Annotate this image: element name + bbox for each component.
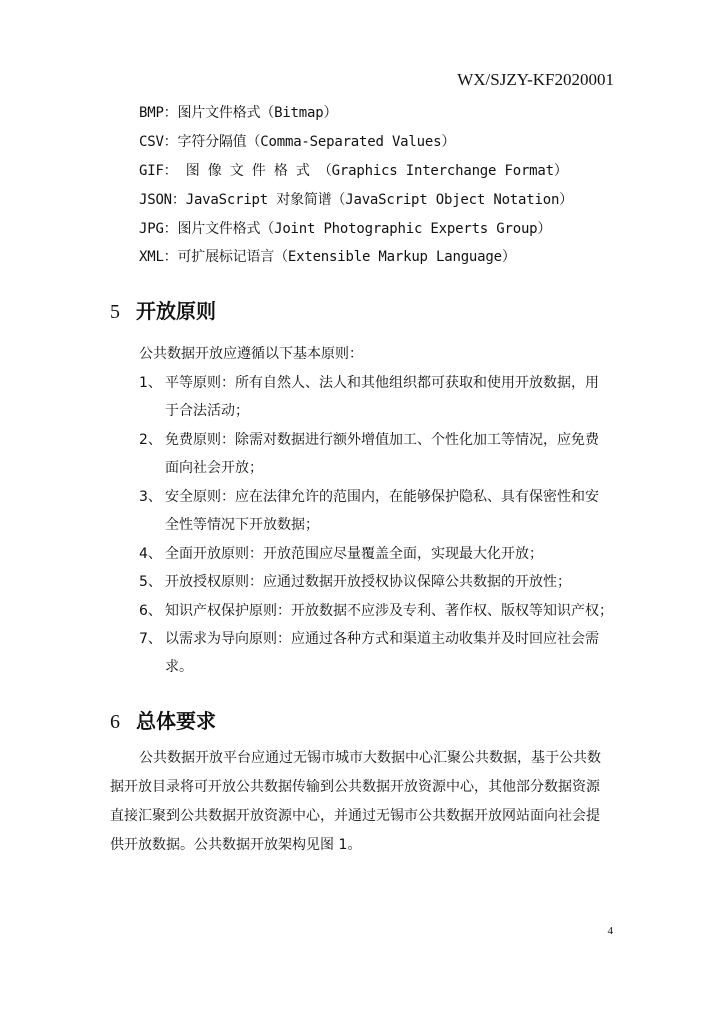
abbreviation-xml: XML：可扩展标记语言（Extensible Markup Language） — [139, 249, 516, 265]
section-6-line-4: 供开放数据。公共数据开放架构见图 1。 — [110, 837, 362, 853]
abbreviation-json: JSON：JavaScript 对象简谱（JavaScript Object Notation） — [139, 192, 573, 208]
section-6-line-3: 直接汇聚到公共数据开放资源中心，并通过无锡市公共数据开放网站面向社会提 — [110, 808, 600, 824]
principle-4-text: 全面开放原则：开放范围应尽量覆盖全面，实现最大化开放； — [165, 546, 543, 562]
principle-2-text-cont: 面向社会开放； — [165, 460, 263, 476]
abbreviation-jpg: JPG：图片文件格式（Joint Photographic Experts Group） — [139, 221, 552, 237]
section-5-intro: 公共数据开放应遵循以下基本原则： — [139, 346, 363, 362]
section-5-number: 5 — [110, 301, 120, 323]
principle-2-text: 免费原则：除需对数据进行额外增值加工、个性化加工等情况，应免费 — [165, 432, 599, 448]
principle-1-text-cont: 于合法活动； — [165, 403, 249, 419]
principle-3-text: 安全原则：应在法律允许的范围内，在能够保护隐私、具有保密性和安 — [165, 489, 599, 505]
principle-2-number: 2、 — [139, 432, 162, 448]
principle-4-number: 4、 — [139, 546, 162, 562]
principle-6-number: 6、 — [139, 603, 162, 619]
abbreviation-csv: CSV：字符分隔值（Comma-Separated Values） — [139, 134, 456, 150]
principle-7-text: 以需求为导向原则：应通过各种方式和渠道主动收集并及时回应社会需 — [165, 631, 599, 647]
principle-5-number: 5、 — [139, 574, 162, 590]
abbreviation-bmp: BMP：图片文件格式（Bitmap） — [139, 105, 338, 121]
principle-5-text: 开放授权原则：应通过数据开放授权协议保障公共数据的开放性； — [165, 574, 571, 590]
page-number: 4 — [607, 925, 613, 937]
document-code: WX/SJZY-KF2020001 — [457, 70, 614, 89]
principle-6-text: 知识产权保护原则：开放数据不应涉及专利、著作权、版权等知识产权； — [165, 603, 613, 619]
principle-3-text-cont: 全性等情况下开放数据； — [165, 517, 319, 533]
section-5-heading — [110, 295, 216, 324]
principle-3-number: 3、 — [139, 489, 162, 505]
principle-1-number: 1、 — [139, 375, 162, 391]
section-6-line-1: 公共数据开放平台应通过无锡市城市大数据中心汇聚公共数据，基于公共数 — [139, 750, 601, 766]
principle-7-text-cont: 求。 — [165, 659, 193, 675]
section-5-title: 开放原则 — [136, 299, 216, 323]
abbreviation-gif: GIF： 图 像 文 件 格 式 （Graphics Interchange Format） — [139, 163, 568, 179]
section-6-line-2: 据开放目录将可开放公共数据传输到公共数据开放资源中心，其他部分数据资源 — [110, 779, 600, 795]
section-6-heading — [110, 705, 216, 734]
section-6-number: 6 — [110, 711, 120, 733]
principle-1-text: 平等原则：所有自然人、法人和其他组织都可获取和使用开放数据，用 — [165, 375, 599, 391]
section-6-title: 总体要求 — [136, 709, 216, 733]
principle-7-number: 7、 — [139, 631, 162, 647]
